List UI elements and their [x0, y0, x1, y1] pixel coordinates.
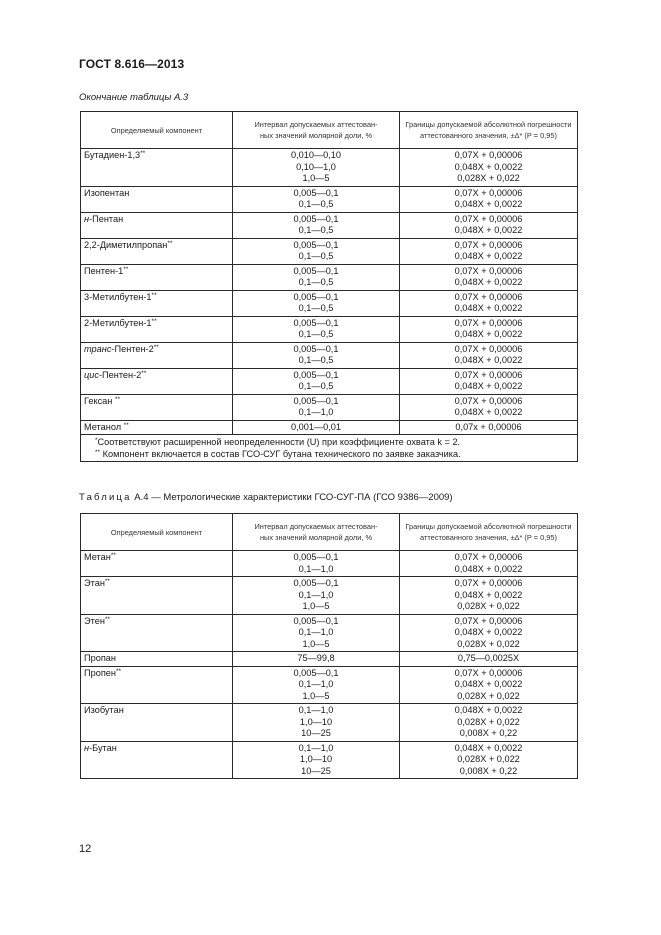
component-name-cell — [81, 394, 233, 420]
component-name: Этен — [84, 615, 105, 626]
error-cell — [400, 741, 578, 779]
table-row — [81, 264, 578, 290]
component-name: 2,2-Диметилпропан — [84, 239, 168, 250]
error-value: 0,07X + 0,00006 — [454, 395, 523, 406]
error-value: 0,048X + 0,0022 — [454, 277, 523, 287]
table-row — [81, 704, 578, 742]
interval-value: 0,1—1,0 — [298, 742, 334, 753]
footnote-mark: ** — [151, 291, 157, 299]
component-name-cell — [81, 704, 233, 742]
error-value: 0,028X + 0,022 — [457, 601, 520, 611]
component-name-cell — [81, 741, 233, 779]
component-name-cell — [81, 652, 233, 667]
component-name-cell — [81, 264, 233, 290]
table-a3 — [80, 111, 578, 462]
document-title: ГОСТ 8.616—2013 — [79, 57, 185, 71]
component-name-cell — [81, 238, 233, 264]
table-row — [81, 290, 578, 316]
error-value: 0,028X + 0,022 — [457, 173, 520, 183]
column-header-error-line1: Границы допускаемой абсолютной погрешности — [405, 522, 572, 531]
interval-cell — [233, 666, 400, 704]
footnote-mark: ** — [110, 552, 116, 559]
error-cell — [400, 212, 578, 238]
interval-value: 0,1—1,0 — [298, 589, 334, 600]
column-header-error-line2: аттестованного значения, ±Δ* (P = 0,95) — [420, 533, 557, 542]
error-value: 0,048X + 0,0022 — [454, 381, 523, 391]
error-cell — [400, 577, 578, 615]
footnote-mark: ** — [167, 239, 173, 247]
component-name-cell — [81, 149, 233, 187]
error-value: 0,048X + 0,0022 — [454, 329, 523, 339]
interval-value: 0,005—0,1 — [293, 578, 339, 588]
component-name-cell — [81, 212, 233, 238]
column-header-interval-line1: Интервал допускаемых аттестован- — [254, 120, 378, 129]
component-name: -Пентен-2 — [98, 369, 142, 380]
interval-cell — [233, 290, 400, 316]
column-header-error — [400, 112, 578, 149]
interval-value: 0,005—0,1 — [293, 291, 339, 302]
error-value: 0,048X + 0,0022 — [454, 679, 523, 689]
interval-value: 0,1—0,5 — [298, 225, 334, 235]
interval-value: 0,1—0,5 — [298, 251, 334, 261]
interval-cell — [233, 238, 400, 264]
error-value: 0,75—0,0025X — [457, 653, 520, 663]
error-value: 0,07x + 0,00006 — [455, 421, 522, 432]
error-cell — [400, 666, 578, 704]
error-value: 0,07X + 0,00006 — [454, 615, 523, 626]
component-prefix: транс — [84, 343, 112, 354]
interval-value: 0,1—0,5 — [298, 277, 334, 287]
error-value: 0,028X + 0,022 — [457, 638, 520, 649]
component-name: Метанол — [84, 421, 124, 432]
component-prefix: цис — [84, 369, 99, 380]
table-row — [81, 652, 578, 667]
error-cell — [400, 551, 578, 577]
error-cell — [400, 704, 578, 742]
note-1 — [95, 437, 574, 449]
interval-value: 0,1—1,0 — [298, 627, 334, 637]
interval-cell — [233, 652, 400, 667]
interval-cell — [233, 420, 400, 435]
error-value: 0,048X + 0,0022 — [454, 303, 523, 313]
table-header-row — [81, 112, 578, 149]
component-name-cell — [81, 368, 233, 394]
error-value: 0,048X + 0,0022 — [454, 355, 523, 365]
error-value: 0,07X + 0,00006 — [454, 213, 523, 224]
interval-value: 75—99,8 — [297, 653, 335, 663]
interval-value: 0,1—1,0 — [298, 705, 334, 715]
table-row — [81, 394, 578, 420]
table-row — [81, 186, 578, 212]
footnote-mark: ** — [153, 343, 159, 351]
component-name-cell — [81, 551, 233, 577]
error-value: 0,028X + 0,022 — [457, 754, 520, 764]
error-cell — [400, 186, 578, 212]
note-1-text: Соответствуют расширенной неопределенности (U) при коэффициенте охвата k = 2. — [97, 437, 461, 447]
interval-value: 0,005—0,1 — [293, 369, 339, 380]
table-row — [81, 149, 578, 187]
error-cell — [400, 420, 578, 435]
table-row — [81, 551, 578, 577]
error-value: 0,048X + 0,0022 — [454, 627, 523, 637]
component-name: Пропан — [84, 653, 116, 663]
error-value: 0,07X + 0,00006 — [454, 265, 523, 276]
interval-value: 0,1—0,5 — [298, 329, 334, 339]
component-name-cell — [81, 420, 233, 435]
interval-value: 1,0—10 — [299, 716, 333, 727]
interval-value: 0,005—0,1 — [293, 552, 339, 562]
interval-value: 0,1—1,0 — [298, 407, 334, 417]
component-name: -Пентен-2 — [111, 343, 154, 354]
component-name-cell — [81, 342, 233, 368]
interval-value: 0,1—1,0 — [298, 563, 334, 574]
interval-value: 0,005—0,1 — [293, 213, 339, 224]
error-value: 0,07X + 0,00006 — [454, 552, 523, 562]
error-cell — [400, 368, 578, 394]
interval-cell — [233, 551, 400, 577]
table-row — [81, 238, 578, 264]
interval-cell — [233, 741, 400, 779]
interval-value: 0,1—0,5 — [298, 199, 334, 209]
column-header-interval — [233, 112, 400, 149]
interval-value: 0,010—0,10 — [290, 150, 342, 160]
interval-value: 1,0—5 — [302, 173, 330, 183]
error-value: 0,048X + 0,0022 — [454, 589, 523, 600]
interval-value: 0,005—0,1 — [293, 667, 339, 678]
footnote-mark: ** — [140, 150, 146, 157]
interval-value: 1,0—5 — [302, 690, 330, 701]
component-name: Пентен-1 — [84, 265, 124, 276]
interval-value: 0,005—0,1 — [293, 239, 339, 250]
table-row — [81, 741, 578, 779]
column-header-interval-line1: Интервал допускаемых аттестован- — [254, 522, 378, 531]
error-cell — [400, 394, 578, 420]
error-cell — [400, 342, 578, 368]
footnote-mark: ** — [104, 615, 110, 623]
error-value: 0,07X + 0,00006 — [454, 150, 523, 160]
table-row — [81, 420, 578, 435]
component-name: Бутадиен-1,3 — [84, 150, 141, 160]
component-name: 2-Метилбутен-1 — [84, 317, 152, 328]
interval-cell — [233, 342, 400, 368]
footnote-mark: ** — [123, 265, 129, 273]
component-name: Гексан — [84, 395, 115, 406]
note-1-mark: * — [95, 437, 98, 444]
error-value: 0,07X + 0,00006 — [454, 369, 523, 380]
error-value: 0,07X + 0,00006 — [454, 317, 523, 328]
component-name-cell — [81, 186, 233, 212]
column-header-interval — [233, 514, 400, 551]
footnote-mark: ** — [141, 369, 147, 377]
interval-value: 0,1—1,0 — [298, 679, 334, 689]
component-name: -Бутан — [89, 742, 117, 753]
error-value: 0,07X + 0,00006 — [454, 578, 523, 588]
interval-value: 1,0—5 — [302, 638, 330, 649]
component-name: Пропен — [84, 667, 116, 678]
note-2-text: Компонент включается в состав ГСО-СУГ бутана технического по заявке заказчика. — [100, 448, 461, 459]
error-cell — [400, 264, 578, 290]
table-a4-caption-prefix: Таблица — [79, 492, 132, 503]
error-cell — [400, 316, 578, 342]
interval-value: 0,1—0,5 — [298, 355, 334, 365]
footnote-mark: ** — [114, 395, 120, 403]
interval-cell — [233, 614, 400, 652]
footnote-mark: ** — [115, 667, 122, 675]
error-value: 0,048X + 0,0022 — [454, 563, 523, 574]
error-value: 0,07X + 0,00006 — [454, 187, 523, 198]
component-name-cell — [81, 316, 233, 342]
interval-value: 1,0—10 — [299, 754, 333, 764]
table-a4-caption — [79, 492, 453, 503]
error-value: 0,028X + 0,022 — [457, 690, 520, 701]
error-value: 0,07X + 0,00006 — [454, 291, 523, 302]
footnote-mark: ** — [123, 421, 129, 429]
interval-cell — [233, 394, 400, 420]
error-value: 0,008X + 0,22 — [459, 765, 518, 776]
error-cell — [400, 238, 578, 264]
error-value: 0,048X + 0,0022 — [454, 407, 523, 417]
interval-cell — [233, 577, 400, 615]
column-header-component: Определяемый компонент — [81, 112, 233, 149]
interval-value: 0,1—0,5 — [298, 303, 334, 313]
column-header-interval-line2: ных значений молярной доли, % — [259, 533, 373, 542]
interval-value: 0,005—0,1 — [293, 187, 339, 198]
note-2 — [95, 449, 574, 461]
component-prefix: н — [84, 742, 90, 753]
interval-value: 0,005—0,1 — [293, 395, 339, 406]
component-name-cell — [81, 614, 233, 652]
column-header-error-line2: аттестованного значения, ±Δ* (P = 0,95) — [420, 131, 557, 140]
error-cell — [400, 290, 578, 316]
footnote-mark: ** — [104, 578, 110, 585]
component-name-cell — [81, 577, 233, 615]
table-notes — [81, 435, 578, 462]
error-value: 0,048X + 0,0022 — [454, 705, 523, 715]
table-row — [81, 342, 578, 368]
error-value: 0,07X + 0,00006 — [454, 239, 523, 250]
error-value: 0,048X + 0,0022 — [454, 742, 523, 753]
interval-value: 0,005—0,1 — [293, 265, 339, 276]
table-row — [81, 212, 578, 238]
component-name: Изопентан — [84, 187, 130, 198]
table-row — [81, 666, 578, 704]
interval-cell — [233, 264, 400, 290]
interval-cell — [233, 212, 400, 238]
error-value: 0,008X + 0,22 — [459, 728, 518, 738]
footnote-mark: ** — [151, 317, 157, 325]
error-value: 0,048X + 0,0022 — [454, 225, 523, 235]
error-value: 0,048X + 0,0022 — [454, 251, 523, 261]
error-value: 0,048X + 0,0022 — [454, 199, 523, 209]
component-name: -Пентан — [89, 213, 124, 224]
table-a4-caption-text: А.4 — Метрологические характеристики ГСО-СУГ-ПА (ГСО 9386—2009) — [131, 492, 453, 503]
error-cell — [400, 149, 578, 187]
table-row — [81, 368, 578, 394]
interval-cell — [233, 368, 400, 394]
table-row — [81, 614, 578, 652]
error-cell — [400, 652, 578, 667]
interval-value: 0,005—0,1 — [293, 317, 339, 328]
interval-value: 0,10—1,0 — [296, 161, 336, 172]
column-header-error-line1: Границы допускаемой абсолютной погрешности — [405, 120, 572, 129]
error-cell — [400, 614, 578, 652]
component-name: Метан — [84, 552, 111, 562]
table-a3-caption: Окончание таблицы А.3 — [79, 92, 189, 103]
error-value: 0,07X + 0,00006 — [454, 343, 523, 354]
table-header-row — [81, 514, 578, 551]
interval-value: 1,0—5 — [302, 601, 330, 611]
interval-value: 0,001—0,01 — [290, 421, 342, 432]
table-row — [81, 577, 578, 615]
interval-cell — [233, 316, 400, 342]
interval-value: 10—25 — [301, 765, 331, 776]
table-notes-row — [81, 435, 578, 462]
table-a4 — [80, 513, 578, 779]
column-header-interval-line2: ных значений молярной доли, % — [259, 131, 373, 140]
component-name-cell — [81, 666, 233, 704]
page-number: 12 — [79, 843, 92, 855]
error-value: 0,028X + 0,022 — [457, 716, 520, 727]
error-value: 0,048X + 0,0022 — [454, 161, 523, 172]
interval-value: 0,005—0,1 — [293, 343, 339, 354]
component-name: Изобутан — [84, 705, 124, 715]
interval-value: 0,1—0,5 — [298, 381, 334, 391]
table-row — [81, 316, 578, 342]
component-name-cell — [81, 290, 233, 316]
interval-value: 10—25 — [301, 728, 331, 738]
interval-cell — [233, 149, 400, 187]
error-value: 0,07X + 0,00006 — [454, 667, 523, 678]
interval-value: 0,005—0,1 — [293, 615, 339, 626]
note-2-mark: ** — [95, 448, 101, 456]
component-prefix: н — [84, 213, 90, 224]
column-header-error — [400, 514, 578, 551]
interval-cell — [233, 186, 400, 212]
component-name: 3-Метилбутен-1 — [84, 291, 152, 302]
component-name: Этан — [84, 578, 105, 588]
column-header-component: Определяемый компонент — [81, 514, 233, 551]
interval-cell — [233, 704, 400, 742]
